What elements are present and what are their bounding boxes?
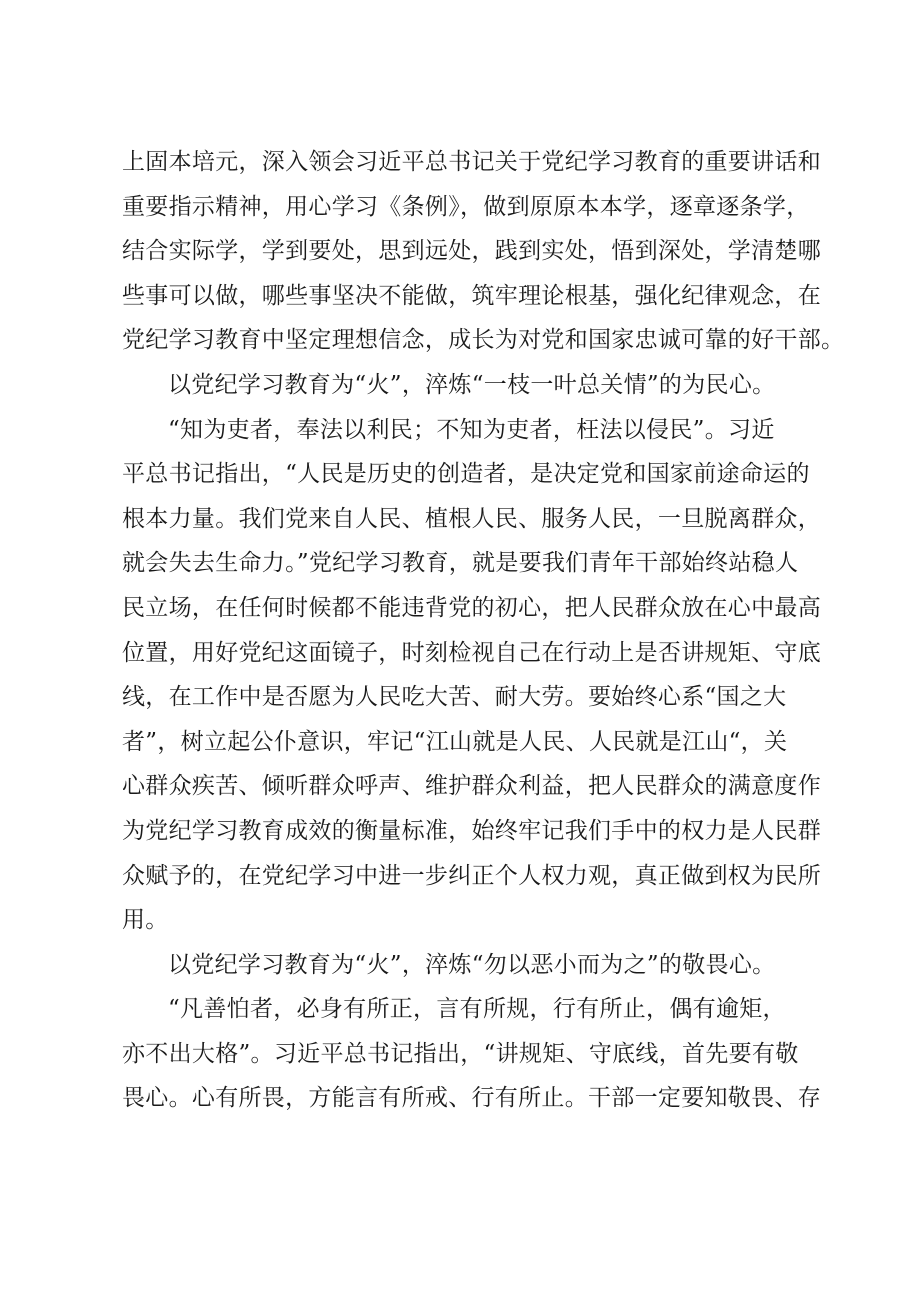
text-line-21: 亦不出大格”。习近平总书记指出，“讲规矩、守底线，首先要有敬	[122, 1040, 799, 1067]
text-line-4: 些事可以做，哪些事坚决不能做，筑牢理论根基，强化纪律观念，在	[122, 282, 821, 309]
text-line-12: 位置，用好党纪这面镜子，时刻检视自己在行动上是否讲规矩、守底	[122, 639, 821, 666]
text-line-5: 党纪学习教育中坚定理想信念，成长为对党和国家忠诚可靠的好干部。	[122, 327, 845, 354]
section-heading-2: 以党纪学习教育为“火”，淬炼“勿以恶小而为之”的敬畏心。	[168, 951, 776, 978]
text-line-15: 心群众疾苦、倾听群众呼声、维护群众利益，把人民群众的满意度作	[122, 773, 821, 800]
text-line-14: 者”，树立起公仆意识，牢记“江山就是人民、人民就是江山“，关	[122, 728, 788, 755]
text-line-9: 根本力量。我们党来自人民、植根人民、服务人民，一旦脱离群众，	[122, 505, 821, 532]
text-line-16: 为党纪学习教育成效的衡量标准，始终牢记我们手中的权力是人民群	[122, 817, 821, 844]
text-line-13: 线，在工作中是否愿为人民吃大苦、耐大劳。要始终心系“国之大	[122, 684, 787, 711]
text-line-11: 民立场，在任何时候都不能违背党的初心，把人民群众放在心中最高	[122, 594, 821, 621]
text-line-2: 重要指示精神，用心学习《条例》，做到原原本本学，逐章逐条学，	[122, 193, 810, 220]
text-line-1: 上固本培元，深入领会习近平总书记关于党纪学习教育的重要讲话和	[122, 149, 821, 175]
text-line-8: 平总书记指出，“人民是历史的创造者，是决定党和国家前途命运的	[122, 461, 810, 488]
text-line-22: 畏心。心有所畏，方能言有所戒、行有所止。干部一定要知敬畏、存	[122, 1085, 821, 1112]
text-line-7: “知为吏者，奉法以利民；不知为吏者，枉法以侵民”。习近	[168, 416, 775, 443]
text-line-3: 结合实际学，学到要处，思到远处，践到实处，悟到深处，学清楚哪	[122, 238, 821, 265]
text-line-18: 用。	[122, 907, 169, 934]
text-line-17: 众赋予的，在党纪学习中进一步纠正个人权力观，真正做到权为民所	[122, 862, 821, 889]
text-line-10: 就会失去生命力。”党纪学习教育，就是要我们青年干部始终站稳人	[122, 550, 799, 577]
section-heading-1: 以党纪学习教育为“火”，淬炼“一枝一叶总关情”的为民心。	[168, 371, 776, 398]
body-text	[122, 140, 845, 1121]
text-line-20: “凡善怕者，必身有所正，言有所规，行有所止，偶有逾矩，	[168, 996, 786, 1023]
